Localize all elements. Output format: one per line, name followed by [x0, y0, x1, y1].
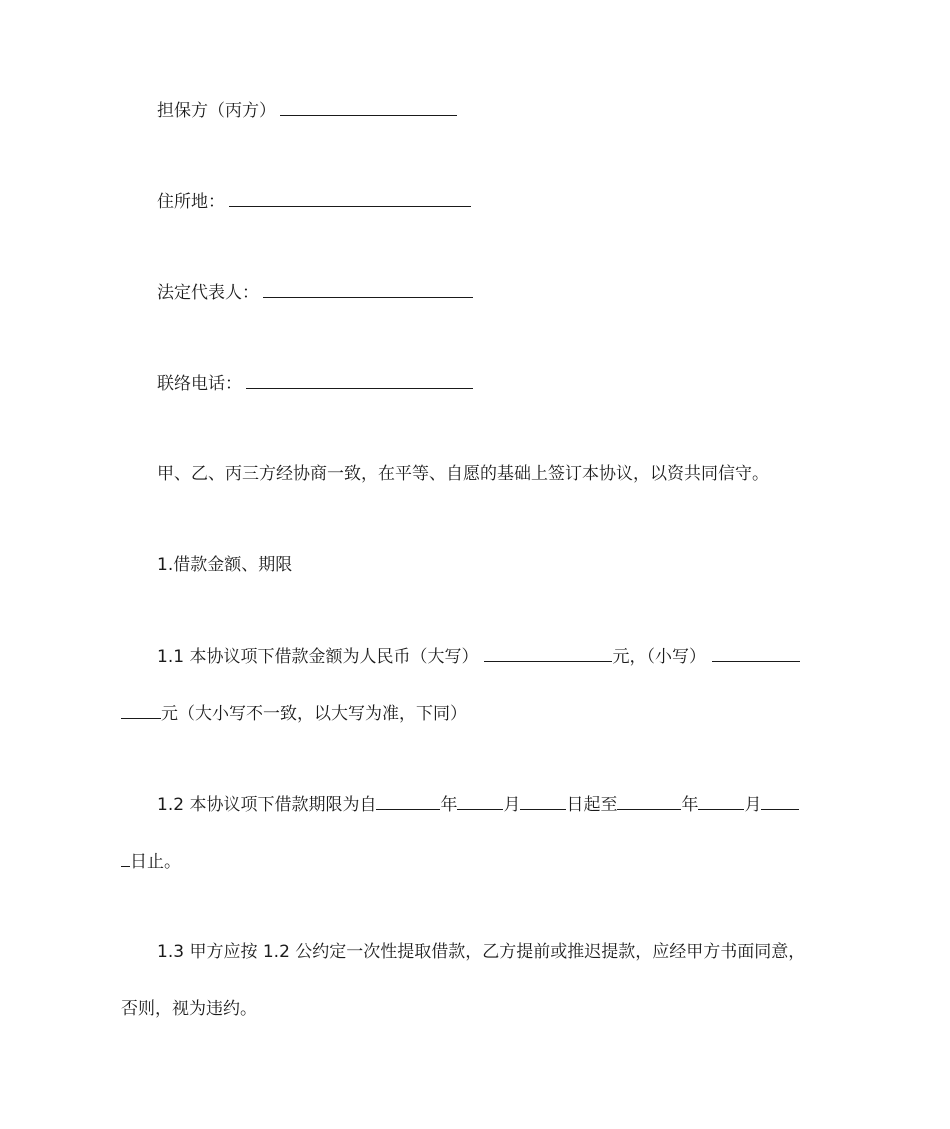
address-label: 住所地：	[157, 192, 225, 212]
intro-paragraph: 甲、乙、丙三方经协商一致，在平等、自愿的基础上签订本协议，以资共同信守。	[157, 464, 769, 484]
clause-1-1-lower-label: （小写）	[646, 647, 706, 667]
clause-1-1-cont-suffix: 元（大小写不一致，以大写为准，下同）	[161, 704, 467, 724]
legal-rep-label: 法定代表人：	[157, 283, 259, 303]
clause-1-2	[157, 793, 799, 816]
phone-row	[157, 372, 473, 395]
clause-1-2-month2: 月	[744, 795, 762, 815]
clause-1-1	[157, 645, 800, 668]
clause-1-2-cont	[121, 850, 181, 873]
clause-1-2-prefix: 1.2 本协议项下借款期限为自	[157, 795, 377, 815]
clause-1-1-yuan: 元，	[612, 647, 647, 667]
end-day-blank[interactable]	[761, 793, 799, 810]
guarantor-label: 担保方（丙方）	[157, 101, 276, 121]
clause-1-3-line2: 否则，视为违约。	[121, 999, 257, 1019]
end-day-blank-cont[interactable]	[121, 850, 130, 867]
clause-1-2-year2: 年	[681, 795, 699, 815]
guarantor-row	[157, 99, 457, 122]
section-1-heading: 1.借款金额、期限	[157, 555, 293, 575]
clause-1-2-month: 月	[503, 795, 521, 815]
legal-rep-blank[interactable]	[263, 281, 473, 298]
phone-blank[interactable]	[246, 372, 473, 389]
clause-1-2-cont-suffix: 日止。	[130, 852, 181, 872]
address-row	[157, 190, 471, 213]
end-year-blank[interactable]	[617, 793, 681, 810]
start-year-blank[interactable]	[376, 793, 440, 810]
start-day-blank[interactable]	[520, 793, 566, 810]
amount-lower-blank-cont[interactable]	[121, 702, 161, 719]
address-blank[interactable]	[229, 190, 471, 207]
clause-1-2-year: 年	[440, 795, 458, 815]
clause-1-3-line1: 1.3 甲方应按 1.2 公约定一次性提取借款，乙方提前或推迟提款，应经甲方书面同意，	[157, 942, 806, 962]
end-month-blank[interactable]	[698, 793, 744, 810]
amount-upper-blank[interactable]	[484, 645, 612, 662]
start-month-blank[interactable]	[457, 793, 503, 810]
clause-1-2-day-from: 日起至	[566, 795, 618, 815]
amount-lower-blank[interactable]	[712, 645, 800, 662]
guarantor-blank[interactable]	[280, 99, 457, 116]
phone-label: 联络电话：	[157, 374, 242, 394]
clause-1-1-prefix: 1.1 本协议项下借款金额为人民币（大写）	[157, 647, 479, 667]
clause-1-1-cont	[121, 702, 467, 725]
legal-rep-row	[157, 281, 473, 304]
